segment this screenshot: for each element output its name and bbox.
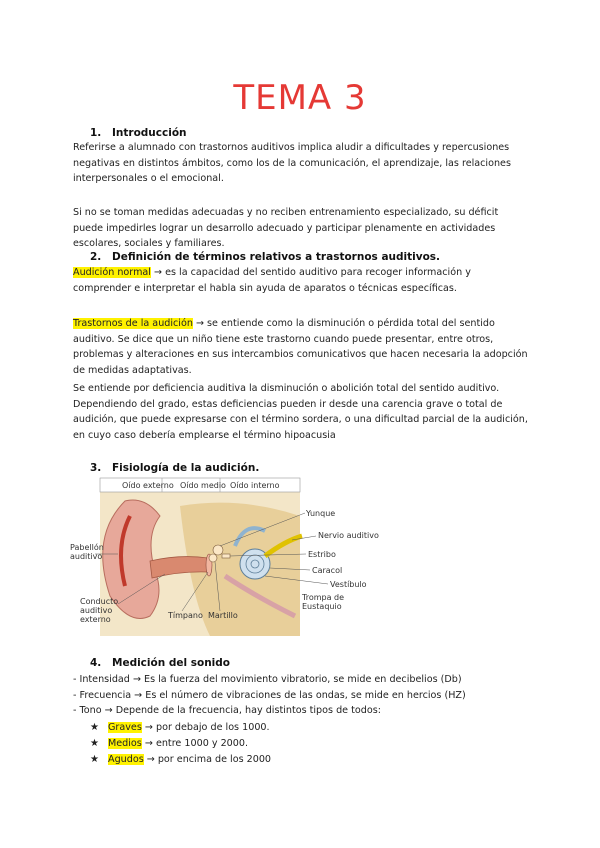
label-inner-ear: Oído interno	[230, 481, 280, 490]
label-eustachian-1: Trompa de	[302, 593, 345, 602]
label-malleus: Martillo	[208, 611, 238, 620]
label-auditory-nerve: Nervio auditivo	[318, 531, 379, 540]
section-title: Definición de términos relativos a trastornos auditivos.	[112, 251, 441, 263]
label-vestibule: Vestíbulo	[330, 580, 367, 589]
label-outer-ear: Oído externo	[122, 481, 174, 490]
label-incus: Yunque	[306, 509, 336, 518]
list-item-tone: - Tono → Depende de la frecuencia, hay distintos tipos de todos:	[73, 705, 381, 716]
highlight-term: Trastornos de la audición	[73, 318, 193, 329]
highlight-term: Agudos	[108, 754, 144, 765]
definition-normal-hearing	[73, 265, 531, 296]
deficiency-paragraph: Se entiende por deficiencia auditiva la disminución o abolición total del sentido auditivo. Dependiendo del grado, estas deficiencias pueden ir desde una carencia grave o total de audición, que puede expresarse con el término sordera, o una dificultad parcial de la audición, en cuyo caso debería emplearse el término hipoacusia	[73, 383, 528, 441]
section-heading-intro	[90, 127, 187, 139]
ear-anatomy-diagram	[70, 476, 390, 638]
highlight-term: Medios	[108, 738, 142, 749]
label-pinna-1: Pabellón	[70, 543, 104, 552]
intro-paragraph-2: Si no se toman medidas adecuadas y no reciben entrenamiento especializado, su déficit puede impedirles lograr un desarrollo adecuado y participar plenamente en actividades escolares, sociales y familiares.	[73, 207, 499, 249]
label-middle-ear: Oído medio	[180, 481, 226, 490]
sublist-item-agudos	[90, 754, 271, 765]
ossicle-malleus	[209, 554, 217, 562]
list-item-intensity: - Intensidad → Es la fuerza del movimiento vibratorio, se mide en decibelios (Db)	[73, 674, 462, 685]
section-number: 3.	[90, 462, 102, 474]
section-number: 1.	[90, 127, 102, 139]
sublist-text: → por encima de los 2000	[143, 754, 272, 765]
label-stapes: Estribo	[308, 550, 336, 559]
sublist-item-medios	[90, 738, 248, 749]
label-canal-3: externo	[80, 615, 111, 624]
section-title: Fisiología de la audición.	[112, 462, 260, 474]
section-heading-measurement	[90, 657, 230, 669]
highlight-term: Audición normal	[73, 267, 151, 278]
label-eustachian-2: Eustaquio	[302, 602, 342, 611]
section-number: 2.	[90, 251, 102, 263]
label-canal-1: Conducto	[80, 597, 119, 606]
section-title: Introducción	[112, 127, 187, 139]
measurement-list	[73, 672, 466, 719]
sublist-item-graves	[90, 722, 270, 733]
ossicle-incus	[213, 545, 223, 555]
definition-text: → es la capacidad del sentido auditivo para recoger información y comprender e interpretar el habla sin ayuda de aparatos o técnicas específicas.	[73, 267, 471, 294]
ossicle-stapes	[222, 554, 230, 558]
label-eardrum: Tímpano	[168, 611, 203, 620]
label-cochlea: Caracol	[312, 566, 343, 575]
label-pinna-2: auditivo	[70, 552, 103, 561]
intro-paragraph-1: Referirse a alumnado con trastornos auditivos implica aludir a dificultades y repercusiones negativas en distintos ámbitos, como los de la comunicación, el aprendizaje, las relaciones interpersonales o el emocional.	[73, 142, 511, 184]
star-icon: ★	[90, 754, 99, 765]
list-item-frequency: - Frecuencia → Es el número de vibraciones de las ondas, se mide en hercios (HZ)	[73, 689, 466, 701]
star-icon: ★	[90, 722, 99, 733]
definition-text: → se entiende como la disminución o pérdida total del sentido auditivo. Se dice que un niño tiene este trastorno cuando puede presentar, entre otros, problemas y alteraciones en sus intercambios comunicativos que hacen necesaria la adopción de medidas adaptativas.	[73, 318, 528, 376]
section-heading-definitions	[90, 251, 440, 263]
section-title: Medición del sonido	[112, 657, 231, 669]
star-icon: ★	[90, 738, 99, 749]
label-canal-2: auditivo	[80, 606, 113, 615]
definition-hearing-disorders	[73, 316, 531, 378]
section-heading-physiology	[90, 462, 259, 474]
page-title: TEMA 3	[233, 78, 367, 118]
section-number: 4.	[90, 657, 102, 669]
highlight-term: Graves	[108, 722, 142, 733]
sublist-text: → por debajo de los 1000.	[141, 722, 270, 733]
sublist-text: → entre 1000 y 2000.	[141, 738, 249, 749]
